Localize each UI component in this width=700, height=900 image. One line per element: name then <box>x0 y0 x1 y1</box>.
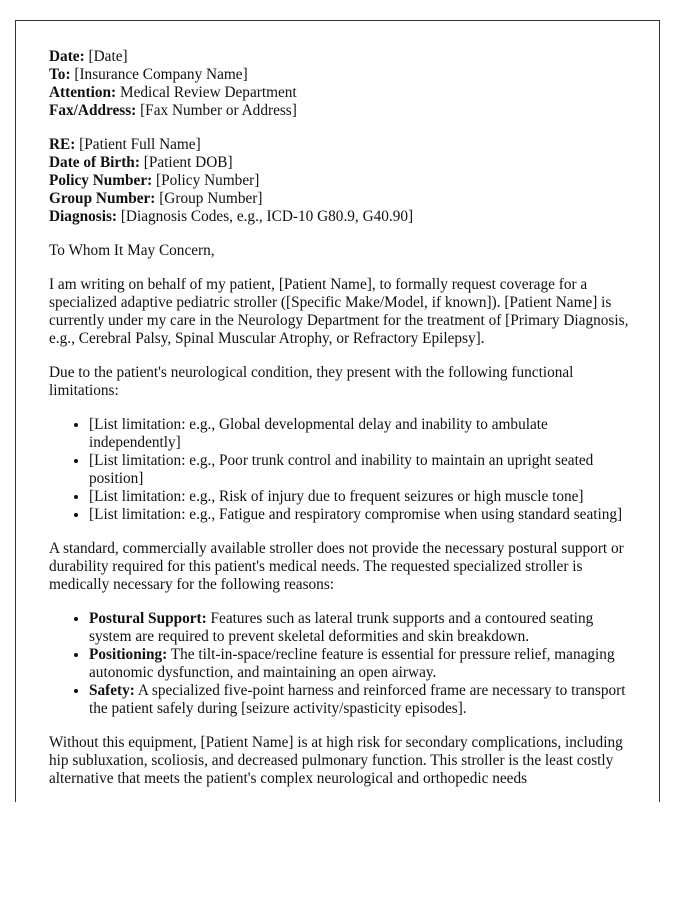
date-line <box>49 48 639 66</box>
group-value: [Group Number] <box>155 190 263 207</box>
limitation-item: • [List limitation: e.g., Global developmental delay and inability to ambulate independently] <box>89 416 639 452</box>
letter-content <box>49 48 639 802</box>
re-value: [Patient Full Name] <box>75 136 201 153</box>
reason-item-positioning <box>89 646 639 682</box>
date-value: [Date] <box>84 48 128 65</box>
limitations-list <box>49 416 639 524</box>
limitations-intro-paragraph: Due to the patient's neurological condition, they present with the following functional limitations: <box>49 364 574 399</box>
reason-text: The tilt-in-space/recline feature is essential for pressure relief, managing autonomic dysfunction, and maintaining an open airway. <box>89 646 615 681</box>
diagnosis-label: Diagnosis: <box>49 208 117 225</box>
re-label: RE: <box>49 136 76 153</box>
patient-info-block <box>49 136 639 226</box>
dob-value: [Patient DOB] <box>139 154 233 171</box>
salutation: To Whom It May Concern, <box>49 242 215 259</box>
fax-label: Fax/Address: <box>49 102 137 119</box>
diagnosis-value: [Diagnosis Codes, e.g., ICD-10 G80.9, G40.90] <box>117 208 414 225</box>
policy-value: [Policy Number] <box>152 172 260 189</box>
reason-item-safety <box>89 682 639 718</box>
to-value: [Insurance Company Name] <box>70 66 248 83</box>
policy-label: Policy Number: <box>49 172 153 189</box>
attention-value: Medical Review Department <box>116 84 297 101</box>
re-line <box>49 136 639 154</box>
dob-label: Date of Birth: <box>49 154 140 171</box>
group-label: Group Number: <box>49 190 156 207</box>
fax-value: [Fax Number or Address] <box>136 102 297 119</box>
conclusion-paragraph: Without this equipment, [Patient Name] is at high risk for secondary complications, including hip subluxation, scoliosis, and decreased pulmonary function. This stroller is the least costly alternative that meets the patient's complex neurological and orthopedic needs <box>49 734 623 787</box>
limitation-item: • [List limitation: e.g., Risk of injury due to frequent seizures or high muscle tone] <box>89 488 639 506</box>
intro-paragraph: I am writing on behalf of my patient, [Patient Name], to formally request coverage for a specialized adaptive pediatric stroller ([Specific Make/Model, if known]). [Patient Name] is currently under my care in the Neurology Department for the treatment of [Primary Diagnosis, e.g., Cerebral Palsy, Spinal Muscular Atrophy, or Refractory Epilepsy]. <box>49 276 629 347</box>
diagnosis-line <box>49 208 639 226</box>
group-line <box>49 190 639 208</box>
reason-label: Positioning: <box>89 646 168 663</box>
to-line <box>49 66 639 84</box>
limitation-item: • [List limitation: e.g., Fatigue and respiratory compromise when using standard seating] <box>89 506 639 524</box>
reason-text: Features such as lateral trunk supports and a contoured seating system are required to prevent skeletal deformities and skin breakdown. <box>89 610 594 645</box>
date-label: Date: <box>49 48 85 65</box>
reasons-list <box>49 610 639 718</box>
reason-text: A specialized five-point harness and reinforced frame are necessary to transport the patient safely during [seizure activity/spasticity episodes]. <box>89 682 626 717</box>
to-label: To: <box>49 66 71 83</box>
attention-label: Attention: <box>49 84 117 101</box>
attention-line <box>49 84 639 102</box>
dob-line <box>49 154 639 172</box>
policy-line <box>49 172 639 190</box>
letter-page <box>15 20 660 802</box>
necessity-intro-paragraph: A standard, commercially available stroller does not provide the necessary postural support or durability required for this patient's medical needs. The requested specialized stroller is medically necessary for the following reasons: <box>49 540 624 593</box>
reason-item-postural-support <box>89 610 639 646</box>
limitation-item: • [List limitation: e.g., Poor trunk control and inability to maintain an upright seated position] <box>89 452 639 488</box>
recipient-block <box>49 48 639 120</box>
reason-label: Safety: <box>89 682 135 699</box>
fax-line <box>49 102 639 120</box>
reason-label: Postural Support: <box>89 610 207 627</box>
